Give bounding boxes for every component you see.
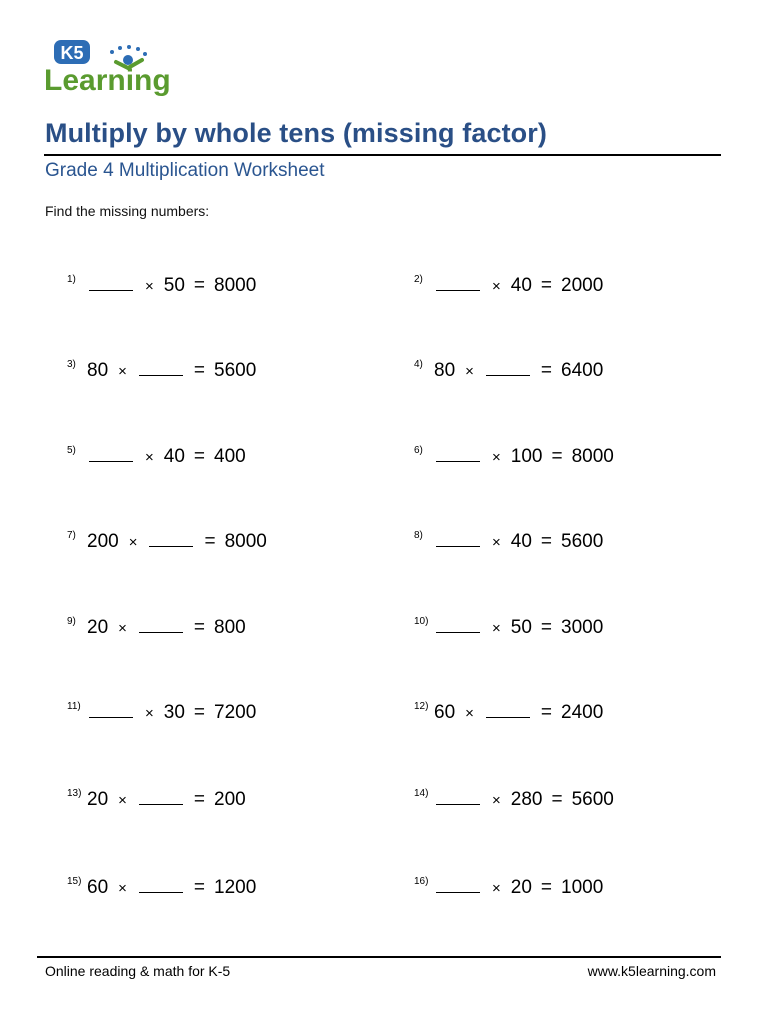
problem-item [67,274,256,302]
factor-value: 280 [510,789,543,810]
answer-blank[interactable] [139,616,183,633]
answer-blank[interactable] [139,359,183,376]
problem-number: 1) [67,274,76,285]
problem-number: 11) [67,701,81,712]
factor-value: 20 [87,789,109,810]
answer-blank[interactable] [486,701,530,718]
problem-number: 10) [414,616,429,627]
product-value: 400 [214,446,246,467]
problem-item [67,359,256,387]
product-value: 1000 [561,877,604,898]
problem-item [414,445,614,473]
problem-number: 6) [414,445,423,456]
times-sign: × [145,278,154,295]
times-sign: × [118,620,127,637]
problem-number: 14) [414,788,429,799]
equals-sign: = [540,617,553,638]
product-value: 6400 [561,360,604,381]
title-divider [44,154,721,156]
page-title: Multiply by whole tens (missing factor) [45,118,547,148]
answer-blank[interactable] [139,876,183,893]
factor-value: 200 [87,531,119,552]
product-value: 7200 [214,702,257,723]
times-sign: × [492,449,501,466]
product-value: 3000 [561,617,604,638]
problem-number: 9) [67,616,76,627]
equals-sign: = [193,360,206,381]
factor-value: 40 [510,275,532,296]
problem-item [67,788,246,816]
answer-blank[interactable] [436,876,480,893]
problem-item [67,701,256,729]
product-value: 5600 [561,531,604,552]
times-sign: × [492,534,501,551]
times-sign: × [118,363,127,380]
problem-item [67,530,267,558]
svg-text:K5: K5 [60,43,84,63]
equals-sign: = [193,617,206,638]
factor-value: 40 [163,446,185,467]
problem-number: 13) [67,788,82,799]
times-sign: × [492,278,501,295]
problem-item [67,876,256,904]
answer-blank[interactable] [139,788,183,805]
times-sign: × [465,705,474,722]
equals-sign: = [551,446,563,467]
problem-number: 5) [67,445,76,456]
problem-number: 12) [414,701,429,712]
problem-number: 15) [67,876,82,887]
problem-item [414,876,603,904]
times-sign: × [492,792,501,809]
answer-blank[interactable] [89,274,133,291]
answer-blank[interactable] [436,445,480,462]
times-sign: × [118,792,127,809]
factor-value: 50 [163,275,185,296]
product-value: 5600 [571,789,614,810]
equals-sign: = [193,275,206,296]
equals-sign: = [193,702,206,723]
equals-sign: = [193,446,206,467]
k5-learning-logo [44,38,178,100]
factor-value: 100 [510,446,543,467]
product-value: 5600 [214,360,257,381]
factor-value: 80 [87,360,109,381]
answer-blank[interactable] [436,274,480,291]
factor-value: 40 [510,531,532,552]
product-value: 1200 [214,877,257,898]
times-sign: × [128,534,138,551]
product-value: 8000 [224,531,267,552]
equals-sign: = [204,531,216,552]
times-sign: × [145,705,154,722]
worksheet-subtitle: Grade 4 Multiplication Worksheet [45,160,325,181]
product-value: 8000 [214,275,257,296]
problem-item [414,530,603,558]
problem-number: 7) [67,530,76,541]
times-sign: × [492,620,501,637]
equals-sign: = [540,275,553,296]
factor-value: 50 [510,617,532,638]
answer-blank[interactable] [436,788,480,805]
factor-value: 80 [434,360,456,381]
equals-sign: = [540,702,553,723]
answer-blank[interactable] [149,530,193,547]
footer-website[interactable]: www.k5learning.com [587,963,716,979]
factor-value: 60 [87,877,109,898]
product-value: 800 [214,617,246,638]
equals-sign: = [540,877,553,898]
problem-number: 4) [414,359,423,370]
answer-blank[interactable] [89,701,133,718]
factor-value: 20 [510,877,532,898]
problem-number: 8) [414,530,423,541]
times-sign: × [465,363,474,380]
times-sign: × [118,880,127,897]
problem-item [414,616,603,644]
product-value: 8000 [571,446,614,467]
instructions-text: Find the missing numbers: [45,203,210,219]
times-sign: × [492,880,501,897]
product-value: 2000 [561,275,604,296]
answer-blank[interactable] [89,445,133,462]
equals-sign: = [193,789,206,810]
problem-item [414,788,614,816]
answer-blank[interactable] [486,359,530,376]
equals-sign: = [551,789,563,810]
svg-text:Learning: Learning [44,64,171,97]
footer-divider [37,956,721,958]
product-value: 200 [214,789,246,810]
footer-tagline: Online reading & math for K-5 [45,963,231,979]
factor-value: 60 [434,702,456,723]
answer-blank[interactable] [436,616,480,633]
equals-sign: = [193,877,206,898]
problem-item [67,616,246,644]
times-sign: × [145,449,154,466]
equals-sign: = [540,360,553,381]
answer-blank[interactable] [436,530,480,547]
problem-item [414,359,603,387]
problem-number: 3) [67,359,76,370]
problem-item [414,701,603,729]
problem-item [414,274,603,302]
factor-value: 20 [87,617,109,638]
problem-number: 2) [414,274,423,285]
problem-number: 16) [414,876,429,887]
problem-item [67,445,246,473]
equals-sign: = [540,531,553,552]
product-value: 2400 [561,702,604,723]
factor-value: 30 [163,702,185,723]
